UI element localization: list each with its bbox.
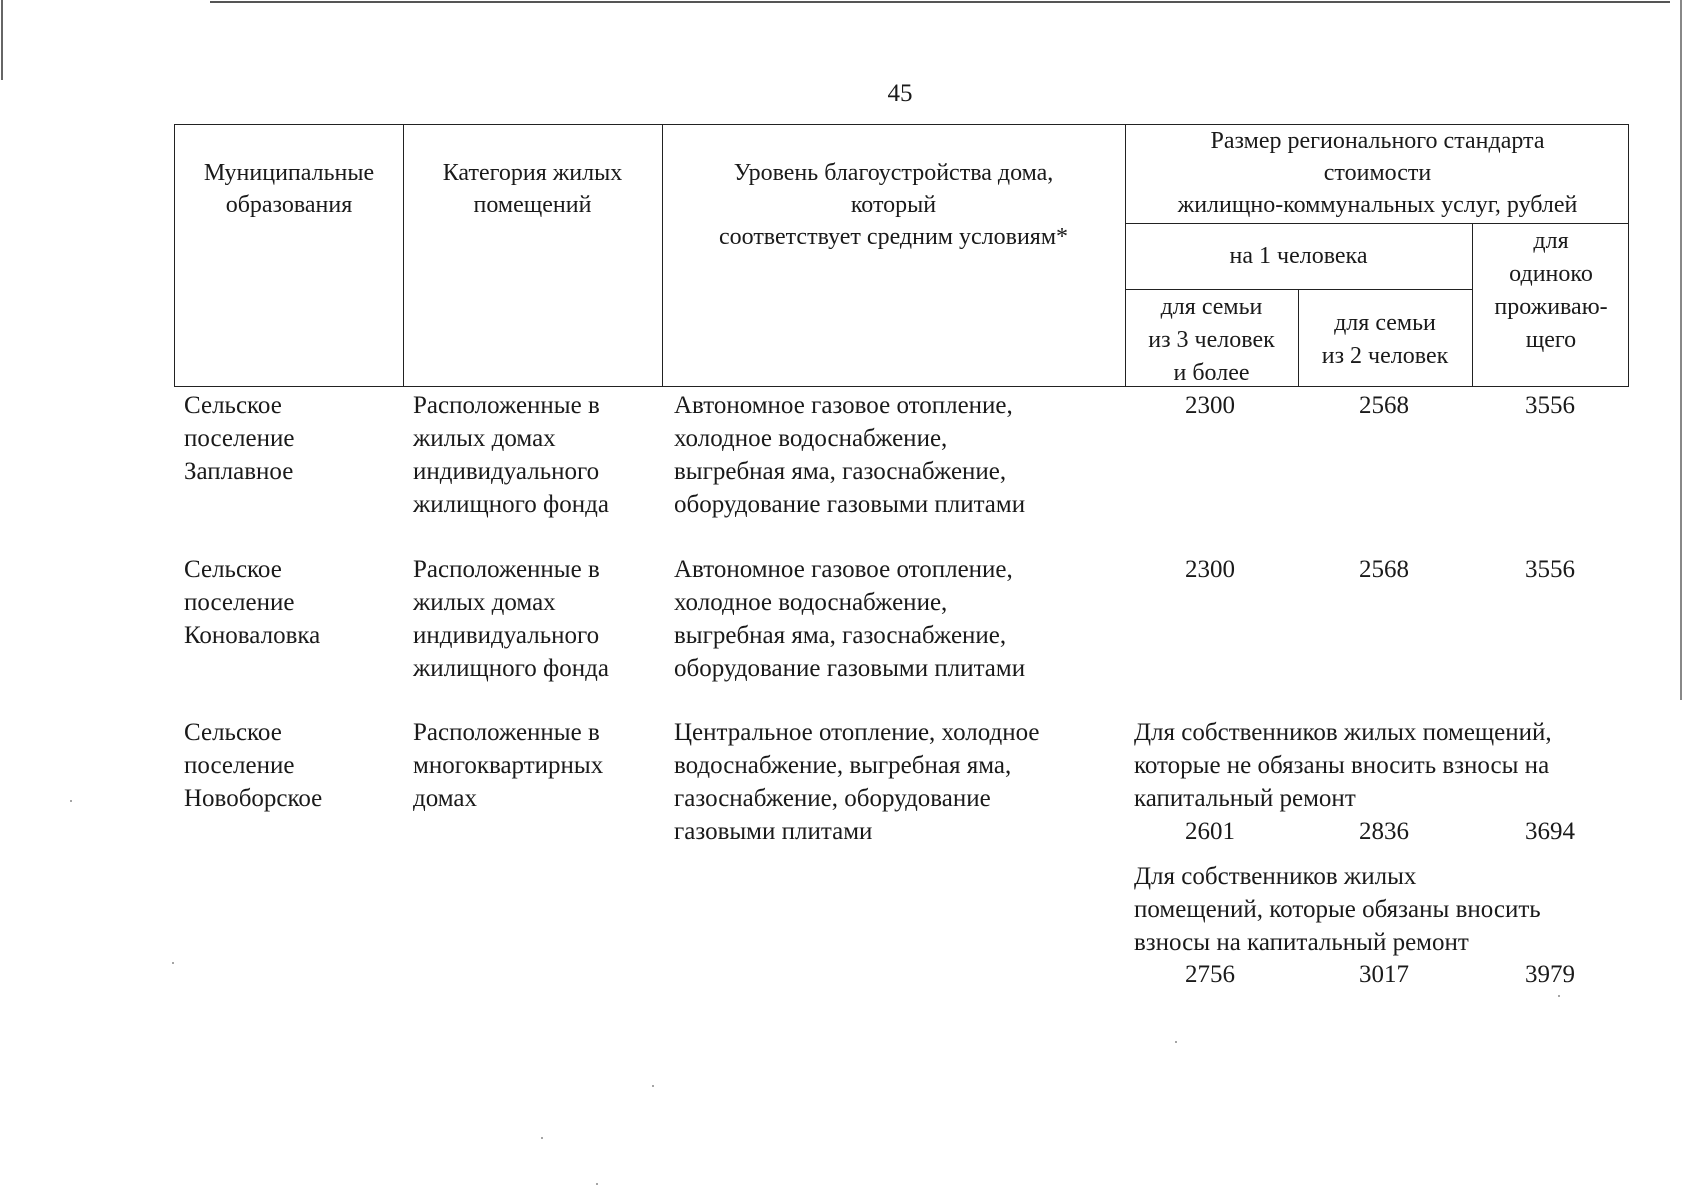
row2-value-family3: 2300 [1185, 556, 1235, 583]
scan-speck [1175, 1041, 1177, 1043]
header-standard-line: стоимости [1323, 160, 1432, 186]
text-line: Центральное отопление, холодное [674, 719, 1040, 746]
header-family3 [1125, 291, 1298, 390]
header-divider [1125, 223, 1628, 224]
row1-value-family2: 2568 [1359, 392, 1409, 419]
text-line: холодное водоснабжение, [674, 425, 948, 452]
text-line: индивидуального [413, 622, 600, 649]
scan-edge-left [1, 0, 3, 80]
scan-edge-right [1680, 0, 1682, 700]
header-single [1472, 225, 1630, 357]
header-per-person [1125, 240, 1472, 272]
text-line: водоснабжение, выгребная яма, [674, 752, 1012, 779]
header-per-person-text: на 1 человека [1229, 243, 1368, 269]
header-municipality-text: Муниципальные образования [203, 160, 375, 218]
text-line: Расположенные в [413, 392, 600, 419]
row3-municipality [184, 716, 322, 815]
header-family3-line: из 3 человек [1148, 327, 1275, 353]
page-number: 45 [887, 80, 913, 107]
row3-note-not-obliged [1134, 716, 1552, 815]
row2-value-family2: 2568 [1359, 556, 1409, 583]
scan-speck [1558, 995, 1560, 997]
row1-category [413, 389, 609, 521]
text-line: Сельское [184, 719, 282, 746]
text-line: газоснабжение, оборудование [674, 785, 991, 812]
text-line: Новоборское [184, 785, 323, 812]
row3-value1-family2: 2836 [1359, 818, 1409, 845]
row3-note-obliged [1134, 860, 1541, 959]
scan-speck [596, 1183, 598, 1185]
header-family2 [1298, 307, 1472, 373]
header-single-line: щего [1525, 327, 1577, 353]
row3-value2-family3: 2756 [1185, 961, 1235, 988]
text-line: Расположенные в [413, 556, 600, 583]
text-line: помещений, которые обязаны вносить [1134, 896, 1541, 923]
text-line: индивидуального [413, 458, 600, 485]
text-line: многоквартирных [413, 752, 604, 779]
header-standard-line: Размер регионального стандарта [1210, 128, 1545, 154]
header-family2-line: из 2 человек [1321, 343, 1449, 369]
text-line: Автономное газовое отопление, [674, 392, 1013, 419]
header-single-line: для [1533, 228, 1569, 254]
row2-level [674, 553, 1025, 685]
header-family3-line: для семьи [1160, 294, 1263, 320]
text-line: домах [413, 785, 477, 812]
text-line: жилых домах [413, 589, 556, 616]
header-level-line: который [850, 192, 937, 218]
table-header [174, 124, 1629, 387]
row2-value-single: 3556 [1525, 556, 1575, 583]
text-line: которые не обязаны вносить взносы на [1134, 752, 1550, 779]
scan-speck [172, 962, 174, 964]
scan-speck [652, 1085, 654, 1087]
text-line: взносы на капитальный ремонт [1134, 929, 1469, 956]
header-standard [1125, 125, 1630, 221]
header-category-text: Категория жилых помещений [442, 160, 623, 218]
text-line: жилых домах [413, 425, 556, 452]
text-line: поселение [184, 425, 295, 452]
text-line: выгребная яма, газоснабжение, [674, 458, 1007, 485]
text-line: Коноваловка [184, 622, 321, 649]
header-standard-line: жилищно-коммунальных услуг, рублей [1177, 192, 1578, 218]
header-level-line: Уровень благоустройства дома, [733, 160, 1054, 186]
header-single-line: проживаю- [1494, 294, 1608, 320]
text-line: капитальный ремонт [1134, 785, 1356, 812]
row3-level [674, 716, 1040, 848]
text-line: поселение [184, 589, 295, 616]
row2-category [413, 553, 609, 685]
row1-municipality [184, 389, 294, 488]
text-line: Для собственников жилых [1134, 863, 1417, 890]
row1-level [674, 389, 1025, 521]
text-line: жилищного фонда [413, 491, 609, 518]
scan-speck [70, 800, 72, 802]
text-line: Для собственников жилых помещений, [1134, 719, 1552, 746]
row3-value2-family2: 3017 [1359, 961, 1409, 988]
header-level-line: соответствует средним условиям* [718, 224, 1069, 250]
row1-value-single: 3556 [1525, 392, 1575, 419]
text-line: Сельское [184, 556, 282, 583]
text-line: жилищного фонда [413, 655, 609, 682]
text-line: Заплавное [184, 458, 294, 485]
row2-municipality [184, 553, 320, 652]
header-single-line: одиноко [1509, 261, 1593, 287]
header-family2-line: для семьи [1334, 310, 1436, 336]
text-line: Расположенные в [413, 719, 600, 746]
text-line: Сельское [184, 392, 282, 419]
header-category [403, 157, 662, 221]
header-municipality [175, 157, 403, 221]
text-line: оборудование газовыми плитами [674, 655, 1026, 682]
row3-value1-single: 3694 [1525, 818, 1575, 845]
text-line: Автономное газовое отопление, [674, 556, 1013, 583]
row3-category [413, 716, 603, 815]
row1-value-family3: 2300 [1185, 392, 1235, 419]
header-family3-line: и более [1173, 360, 1250, 386]
row3-value1-family3: 2601 [1185, 818, 1235, 845]
text-line: поселение [184, 752, 295, 779]
header-level [662, 157, 1125, 253]
scan-edge-top [210, 1, 1670, 3]
text-line: газовыми плитами [674, 818, 873, 845]
scan-speck [541, 1137, 543, 1139]
text-line: оборудование газовыми плитами [674, 491, 1026, 518]
text-line: выгребная яма, газоснабжение, [674, 622, 1007, 649]
text-line: холодное водоснабжение, [674, 589, 948, 616]
row3-value2-single: 3979 [1525, 961, 1575, 988]
